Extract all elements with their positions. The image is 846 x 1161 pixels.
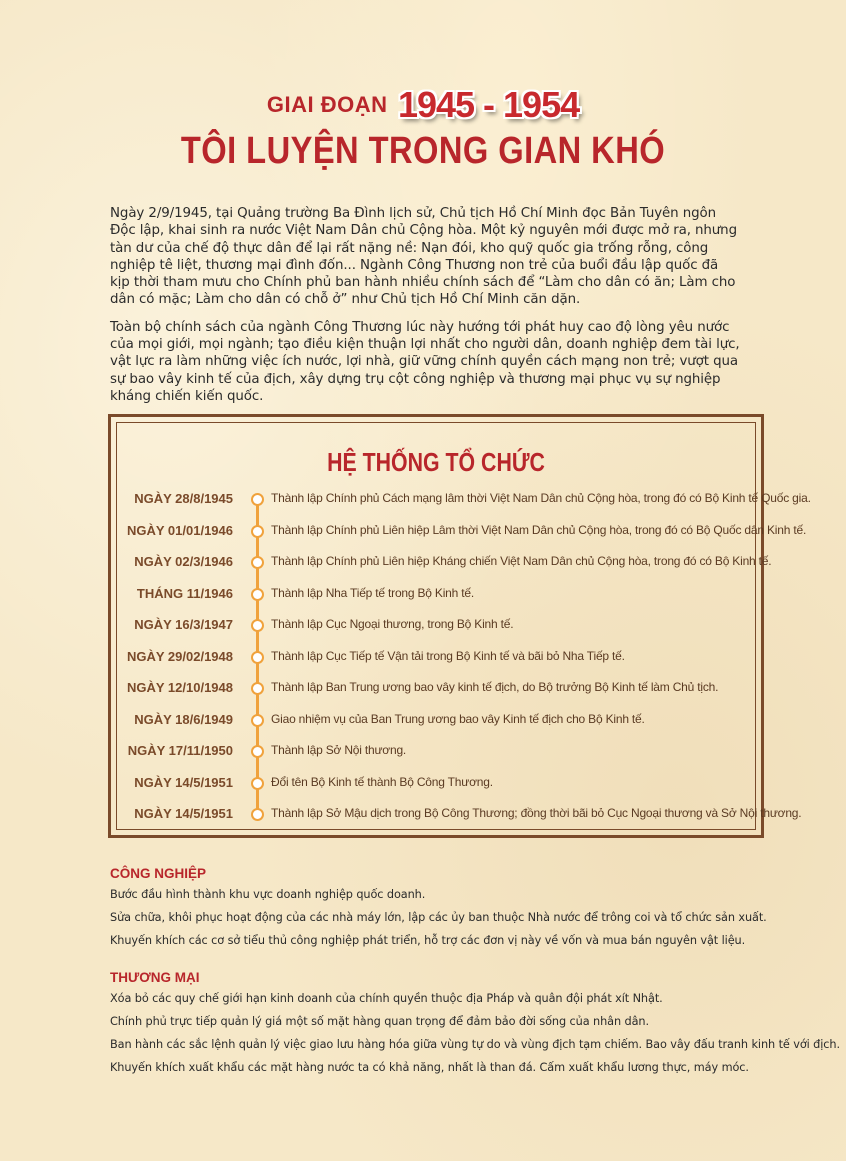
section-line: Xóa bỏ các quy chế giới hạn kinh doanh của chính quyền thuộc địa Pháp và quân đội phát xít Nhật. [110, 992, 663, 1005]
timeline-text: Thành lập Cục Tiếp tế Vận tải trong Bộ Kinh tế và bãi bỏ Nha Tiếp tế. [271, 648, 625, 663]
timeline-date: NGÀY 17/11/1950 [127, 743, 233, 758]
timeline-text: Thành lập Ban Trung ương bao vây kinh tế địch, do Bộ trưởng Bộ Kinh tế làm Chủ tịch. [271, 680, 719, 694]
timeline-date: NGÀY 28/8/1945 [134, 491, 233, 506]
timeline-dot-icon [251, 714, 264, 727]
timeline-dot-icon [251, 651, 264, 664]
timeline-date: NGÀY 12/10/1948 [127, 680, 233, 695]
section-heading: CÔNG NGHIỆP [110, 866, 207, 881]
section-line: Bước đầu hình thành khu vực doanh nghiệp quốc doanh. [110, 888, 426, 901]
timeline-text: Thành lập Sở Mậu dịch trong Bộ Công Thương; đồng thời bãi bỏ Cục Ngoại thương và Sở Nội thương. [271, 806, 802, 820]
section-line: Khuyến khích xuất khẩu các mặt hàng nước ta có khả năng, nhất là than đá. Cấm xuất khẩu lương thực, máy móc. [110, 1061, 749, 1074]
page-header [0, 84, 846, 173]
timeline-row [111, 647, 761, 667]
timeline-date: NGÀY 14/5/1951 [134, 806, 233, 821]
timeline-date: NGÀY 14/5/1951 [134, 774, 233, 790]
section-line: Sửa chữa, khôi phục hoạt động của các nhà máy lớn, lập các ủy ban thuộc Nhà nước để trông coi và tổ chức sản xuất. [110, 911, 767, 924]
intro-paragraph: Toàn bộ chính sách của ngành Công Thương lúc này hướng tới phát huy cao độ lòng yêu nước của mọi giới, mọi ngành; tạo điều kiện thuận lợi nhất cho người dân, doanh nghiệp đem tài lực, vật lực ra làm những việc ích nước, lợi nhà, giữ vững chính quyền cách mạng non trẻ; vượt qua sự bao vây kinh tế của địch, xây dựng trụ cột công nghiệp và thương mại phục vụ sự nghiệp kháng chiến kiến quốc. [110, 319, 740, 404]
timeline-date: NGÀY 16/3/1947 [134, 617, 233, 632]
timeline-row [111, 773, 761, 793]
sections [110, 866, 840, 1097]
section-line: Khuyến khích các cơ sở tiểu thủ công nghiệp phát triển, hỗ trợ các đơn vị này về vốn và mua bán nguyên vật liệu. [110, 934, 746, 947]
timeline-dot-icon [251, 745, 264, 758]
timeline-dot-icon [251, 525, 264, 538]
timeline-text: Giao nhiệm vụ của Ban Trung ương bao vây Kinh tế địch cho Bộ Kinh tế. [271, 711, 645, 726]
timeline-date: NGÀY 02/3/1946 [134, 554, 233, 569]
timeline-row [111, 584, 761, 604]
page-title: TÔI LUYỆN TRONG GIAN KHÓ [180, 130, 666, 172]
timeline-dot-icon [251, 493, 264, 506]
timeline-dot-icon [251, 619, 264, 632]
timeline-date: NGÀY 18/6/1949 [134, 711, 233, 727]
timeline-row [111, 552, 772, 572]
timeline-row [111, 521, 807, 541]
timeline-text: Thành lập Sở Nội thương. [271, 743, 407, 757]
timeline-text: Thành lập Chính phủ Cách mạng lâm thời Việt Nam Dân chủ Cộng hòa, trong đó có Bộ Kinh tế Quốc gia. [271, 491, 811, 505]
timeline-dot-icon [251, 682, 264, 695]
timeline-text: Thành lập Chính phủ Liên hiệp Kháng chiến Việt Nam Dân chủ Cộng hòa, trong đó có Bộ Kinh tế. [271, 554, 772, 568]
timeline-row [111, 710, 761, 730]
timeline-dot-icon [251, 777, 264, 790]
timeline-row [111, 741, 761, 761]
timeline-date: THÁNG 11/1946 [136, 585, 233, 601]
era-line [0, 84, 846, 126]
timeline-date: NGÀY 29/02/1948 [127, 648, 233, 664]
section-line: Ban hành các sắc lệnh quản lý việc giao lưu hàng hóa giữa vùng tự do và vùng địch tạm chiếm. Bao vây đấu tranh kinh tế với địch. [110, 1038, 840, 1051]
timeline-text: Thành lập Cục Ngoại thương, trong Bộ Kinh tế. [271, 617, 514, 631]
timeline-dot-icon [251, 588, 264, 601]
era-years: 1945 - 1954 [397, 84, 580, 125]
timeline-dot-icon [251, 808, 264, 821]
timeline-row [111, 804, 802, 824]
timeline-text: Thành lập Nha Tiếp tế trong Bộ Kinh tế. [271, 585, 475, 600]
org-system-box [108, 414, 811, 838]
section-commerce [110, 970, 840, 1075]
timeline-text: Đổi tên Bộ Kinh tế thành Bộ Công Thương. [271, 774, 493, 789]
intro-text [110, 205, 740, 415]
section-line: Chính phủ trực tiếp quản lý giá một số mặt hàng quan trọng để đảm bảo đời sống của nhân dân. [110, 1015, 649, 1028]
era-label: GIAI ĐOẠN [266, 92, 388, 117]
timeline-dot-icon [251, 556, 264, 569]
timeline-text: Thành lập Chính phủ Liên hiệp Lâm thời Việt Nam Dân chủ Cộng hòa, trong đó có Bộ Quốc dân Kinh tế. [271, 522, 807, 537]
timeline-date: NGÀY 01/01/1946 [127, 522, 233, 538]
section-heading: THƯƠNG MẠI [110, 970, 200, 985]
org-system-title: HỆ THỐNG TỔ CHỨC [327, 447, 545, 477]
timeline-row [111, 678, 761, 698]
timeline-row [111, 489, 811, 509]
timeline-row [111, 615, 761, 635]
section-industry [110, 866, 810, 948]
intro-paragraph: Ngày 2/9/1945, tại Quảng trường Ba Đình lịch sử, Chủ tịch Hồ Chí Minh đọc Bản Tuyên ngôn Độc lập, khai sinh ra nước Việt Nam Dân chủ Cộng hòa. Một kỷ nguyên mới được mở ra, nhưng tàn dư của chế độ thực dân để lại rất nặng nề: Nạn đói, kho quỹ quốc gia trống rỗng, công nghiệp tê liệt, thương mại đình đốn... Ngành Công Thương non trẻ của buổi đầu lập quốc đã kịp thời tham mưu cho Chính phủ ban hành nhiều chính sách để “Làm cho dân có ăn; Làm cho dân có mặc; Làm cho dân có chỗ ở” như Chủ tịch Hồ Chí Minh căn dặn. [110, 206, 737, 308]
